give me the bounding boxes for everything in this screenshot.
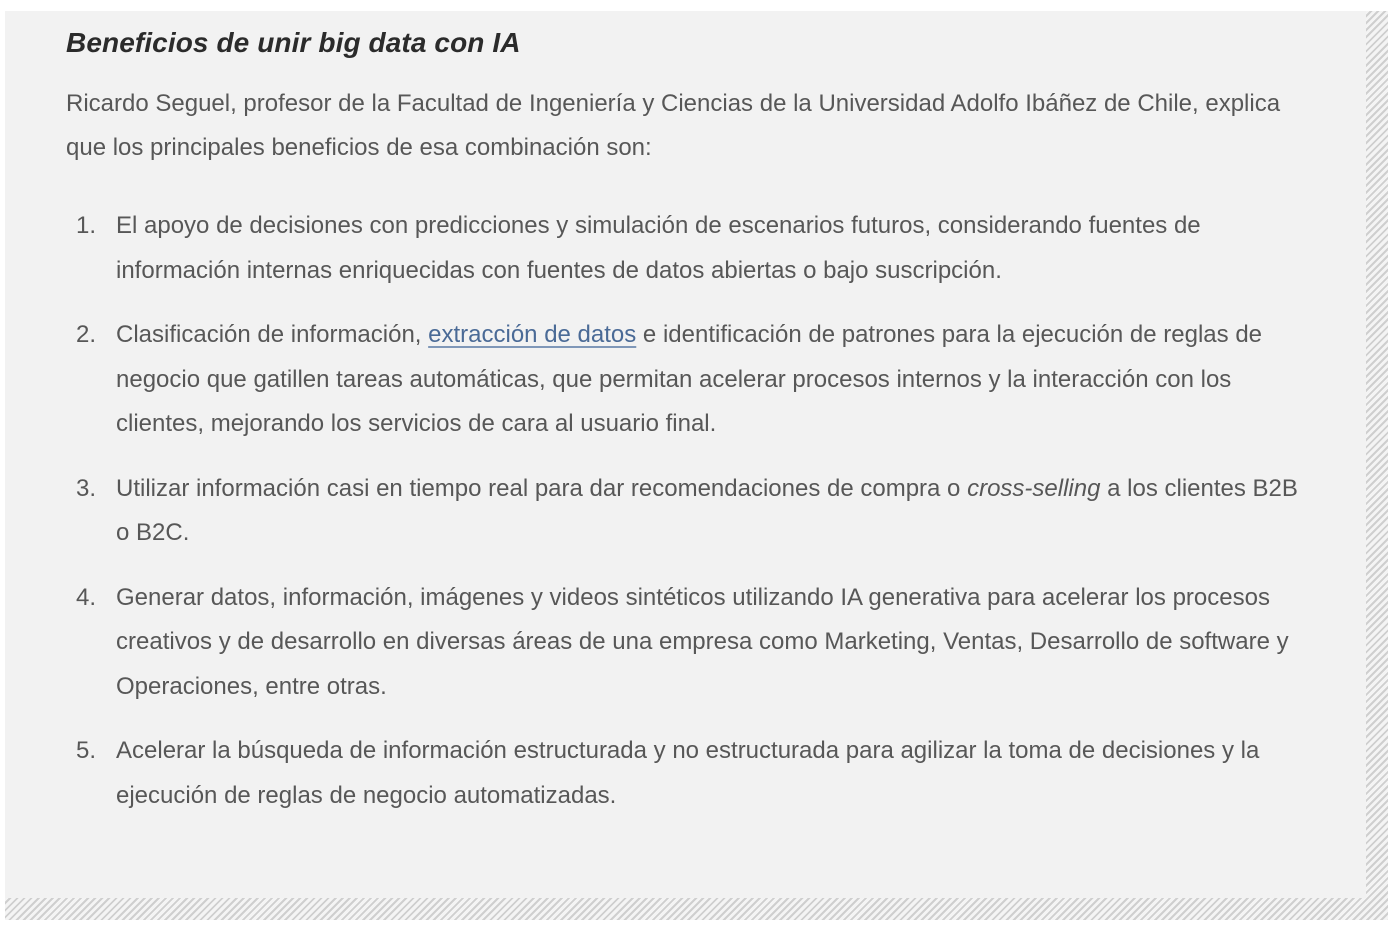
list-item-text-after: a los clientes B2B o B2C. (116, 474, 1298, 546)
list-item (66, 313, 1306, 447)
list-item-text: Acelerar la búsqueda de información estructurada y no estructurada para agilizar la toma de decisiones y la ejecución de reglas de negocio automatizadas. (116, 737, 1260, 809)
article-frame (5, 11, 1388, 920)
section-title: Beneficios de unir big data con IA (66, 27, 521, 58)
list-number: 2. (76, 321, 97, 348)
list-item-text-before: Clasificación de información, (116, 321, 429, 348)
extraccion-de-datos-link[interactable]: extracción de datos (428, 321, 637, 348)
list-item (66, 204, 1306, 293)
list-number: 3. (76, 474, 97, 502)
list-item-text: Generar datos, información, imágenes y videos sintéticos utilizando IA generativa para acelerar los procesos creativos y de desarrollo en diversas áreas de una empresa como Marketing, Ventas, Desarrollo de software y Operaciones, entre otras. (116, 583, 1289, 700)
list-number: 4. (76, 583, 97, 611)
article-card (5, 11, 1366, 898)
list-item-text: El apoyo de decisiones con predicciones y simulación de escenarios futuros, considerando fuentes de información internas enriquecidas con fuentes de datos abiertas o bajo suscripción. (116, 212, 1201, 284)
list-number: 5. (76, 737, 97, 764)
benefits-list (66, 204, 1306, 838)
list-item (66, 467, 1306, 556)
list-number: 1. (76, 212, 97, 239)
intro-paragraph: Ricardo Seguel, profesor de la Facultad de Ingeniería y Ciencias de la Universidad Adolfo Ibáñez de Chile, explica que los principales beneficios de esa combinación son: (66, 90, 1281, 161)
cross-selling-emphasis: cross-selling (967, 474, 1101, 502)
list-item (66, 729, 1306, 818)
list-item-text-after: e identificación de patrones para la ejecución de reglas de negocio que gatillen tareas automáticas, que permitan acelerar procesos internos y la interacción con los clientes, mejorando los servicios de cara al usuario final. (116, 321, 1263, 437)
list-item (66, 576, 1306, 710)
list-item-text-before: Utilizar información casi en tiempo real para dar recomendaciones de compra o (116, 474, 968, 502)
